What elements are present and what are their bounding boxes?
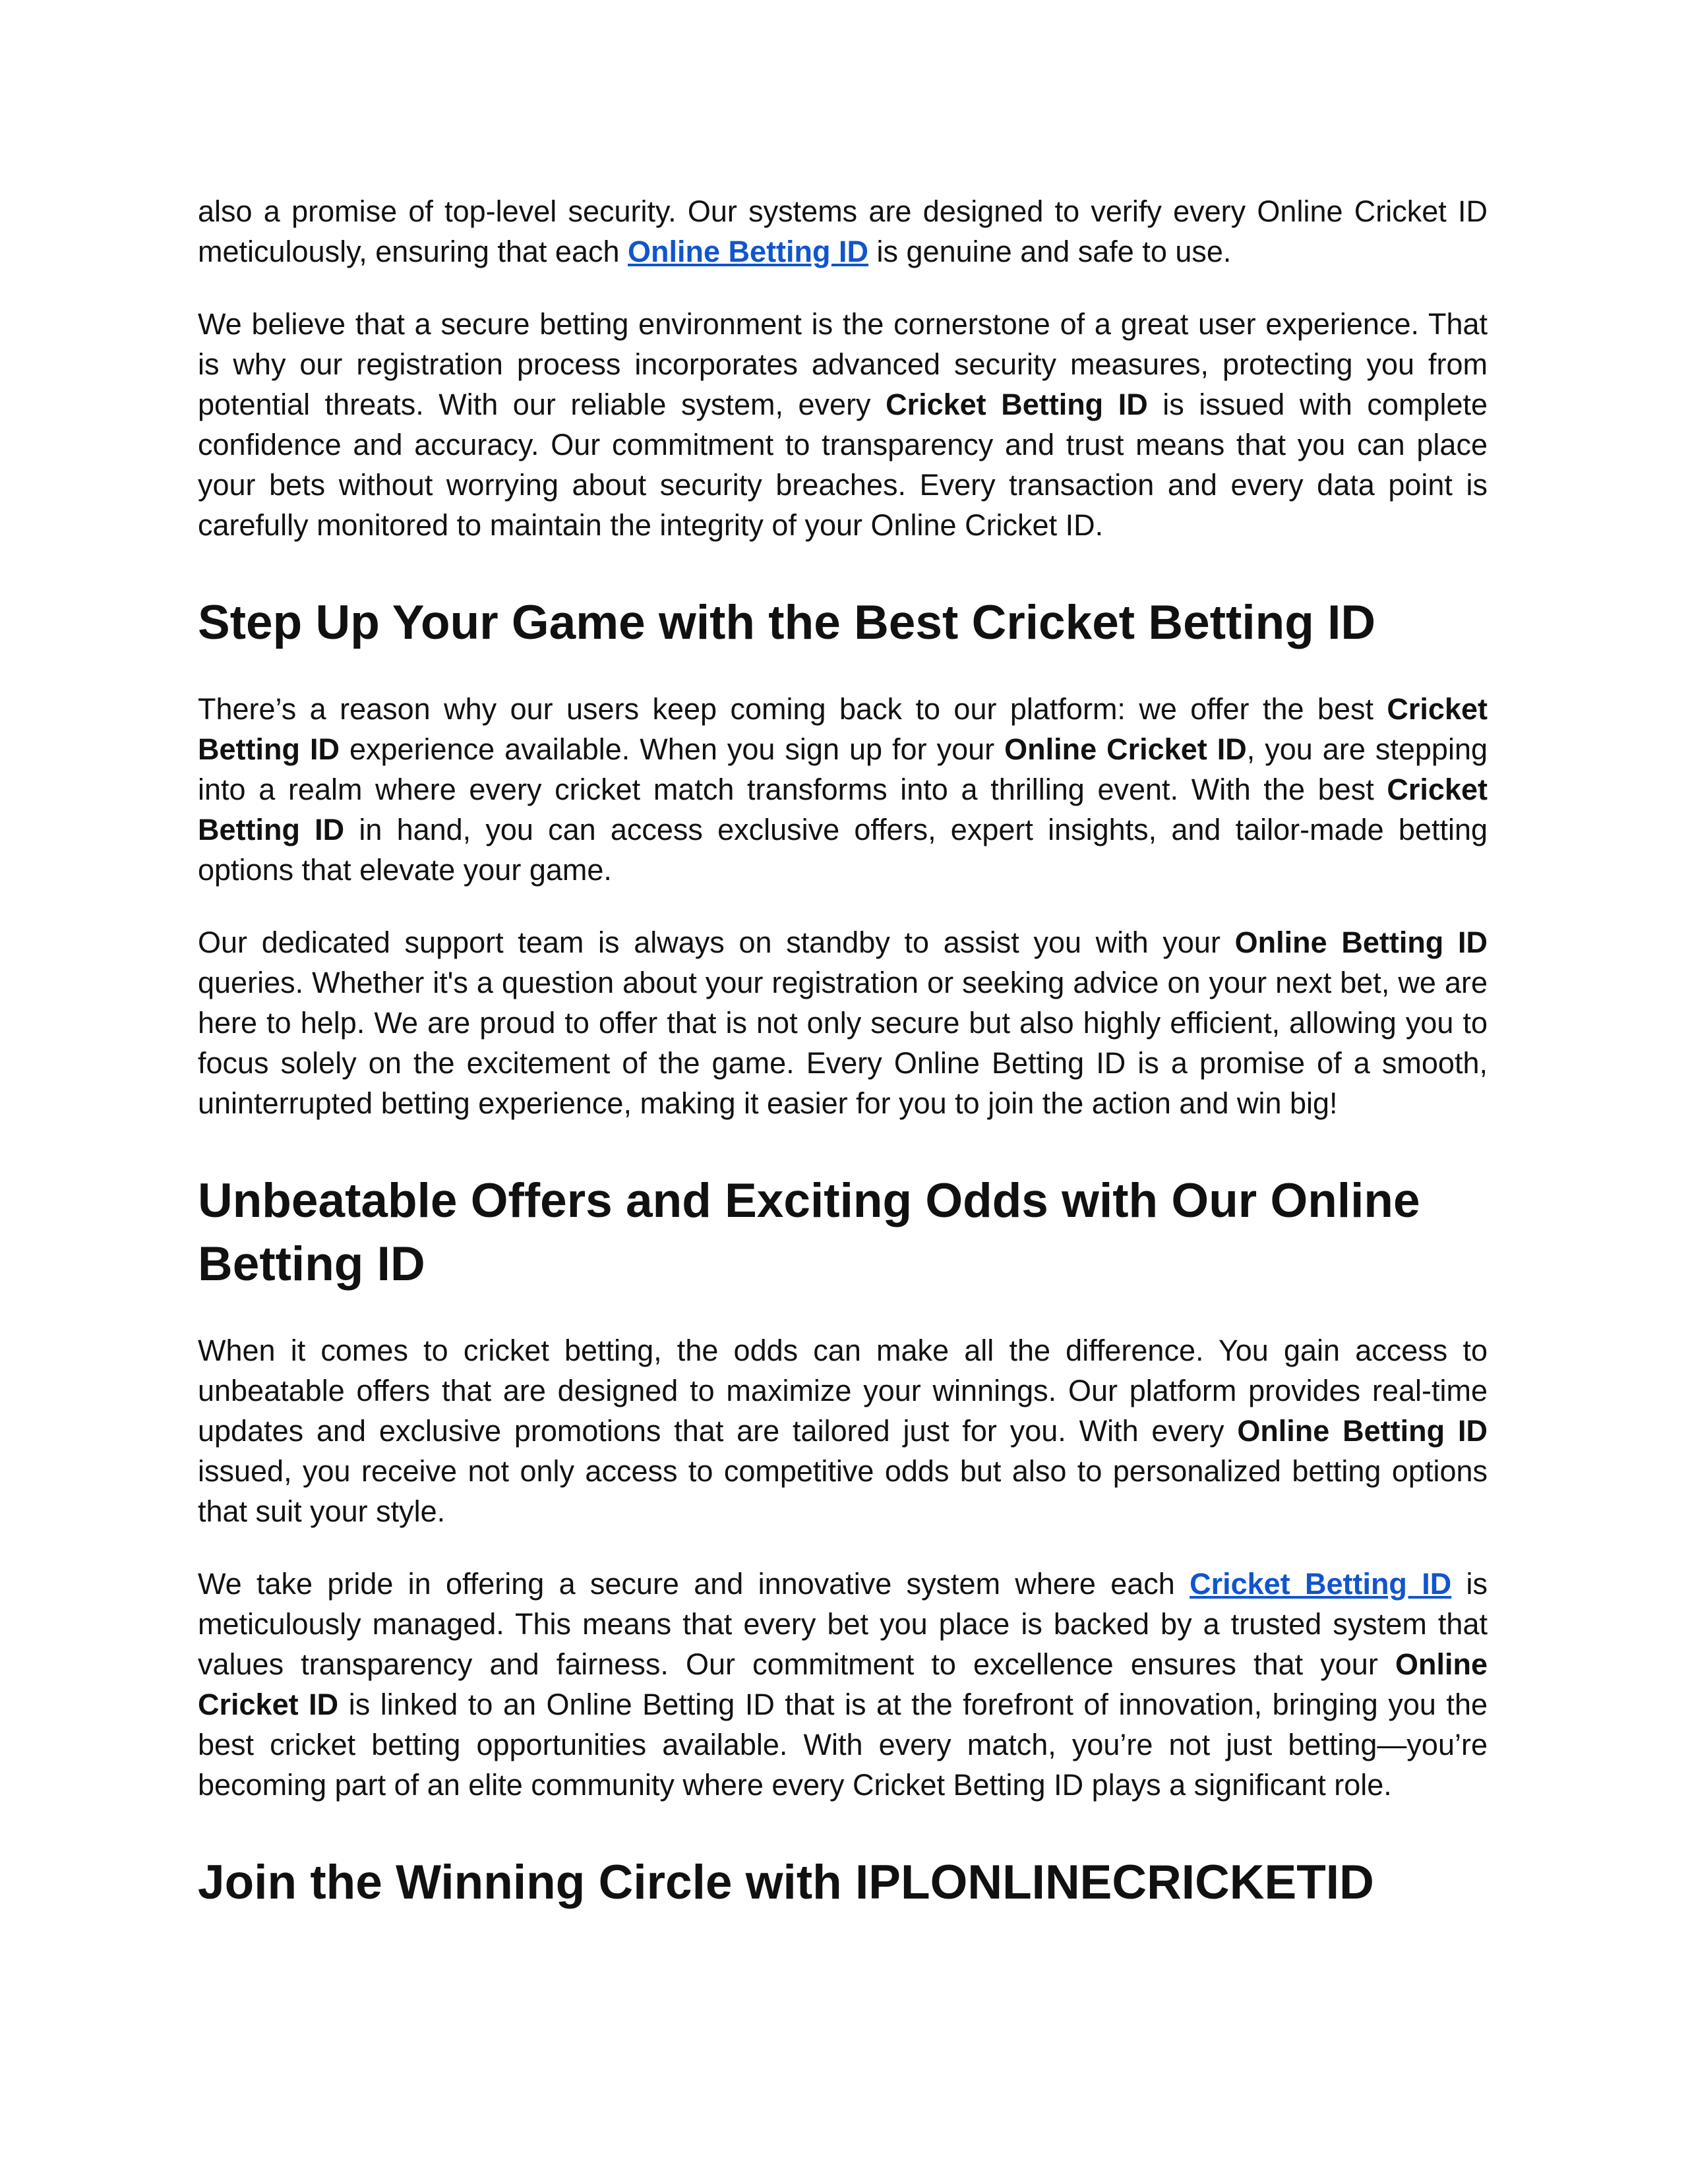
paragraph-secure-environment (198, 304, 1488, 545)
text-run: also a promise of top-level security. Our systems are designed to verify every Online Cricket ID meticulously, ensuring that each (198, 194, 1488, 268)
heading-step-up-your-game: Step Up Your Game with the Best Cricket Betting ID (198, 596, 1376, 649)
heading-unbeatable-offers: Unbeatable Offers and Exciting Odds with Our Online Betting ID (198, 1174, 1420, 1291)
text-run: There’s a reason why our users keep coming back to our platform: we offer the best (198, 692, 1387, 726)
bold-term: Online Betting ID (1234, 926, 1488, 959)
heading-winning-circle: Join the Winning Circle with IPLONLINECRICKETID (198, 1856, 1374, 1909)
text-run: is meticulously managed. This means that every bet you place is backed by a trusted system that values transparency and fairness. Our commitment to excellence ensures that your (198, 1567, 1488, 1681)
bold-term: Online Cricket ID (198, 1647, 1488, 1721)
bold-term: Cricket Betting ID (886, 388, 1148, 421)
text-run: We believe that a secure betting environment is the cornerstone of a great user experience. That is why our registration process incorporates advanced security measures, protecting you from potential threats. With our reliable system, every (198, 307, 1488, 421)
online-betting-id-link[interactable]: Online Betting ID (628, 235, 869, 268)
bold-term: Cricket Betting ID (198, 692, 1488, 766)
text-run: We take pride in offering a secure and innovative system where each (198, 1567, 1190, 1601)
text-run: Our dedicated support team is always on standby to assist you with your (198, 926, 1235, 959)
text-run: is linked to an Online Betting ID that is at the forefront of innovation, bringing you the best cricket betting opportunities available. With every match, you’re not just betting—you’re becoming part of an elite community where every Cricket Betting ID plays a significant role. (198, 1688, 1488, 1802)
text-run: queries. Whether it's a question about your registration or seeking advice on your next bet, we are here to help. We are proud to offer that is not only secure but also highly efficient, allowing you to focus solely on the excitement of the game. Every Online Betting ID is a promise of a smooth, uninterrupted betting experience, making it easier for you to join the action and win big! (198, 966, 1488, 1120)
paragraph-innovative-system (198, 1564, 1488, 1805)
paragraph-odds (198, 1330, 1488, 1531)
bold-term: Online Cricket ID (1004, 732, 1247, 766)
bold-term: Cricket Betting ID (198, 773, 1488, 846)
bold-term: Online Betting ID (1237, 1414, 1488, 1448)
text-run: is issued with complete confidence and accuracy. Our commitment to transparency and trust means that you can place your bets without worrying about security breaches. Every transaction and every data point is carefully monitored to maintain the integrity of your Online Cricket ID. (198, 388, 1488, 542)
text-run: issued, you receive not only access to competitive odds but also to personalized betting options that suit your style. (198, 1454, 1488, 1528)
text-run: experience available. When you sign up for your (339, 732, 1005, 766)
paragraph-best-cricket-id (198, 689, 1488, 890)
paragraph-security-intro (198, 191, 1488, 272)
document-page (198, 191, 1488, 1949)
text-run: , you are stepping into a realm where every cricket match transforms into a thrilling event. With the best (198, 732, 1488, 806)
paragraph-support-team (198, 922, 1488, 1123)
text-run: When it comes to cricket betting, the odds can make all the difference. You gain access to unbeatable offers that are designed to maximize your winnings. Our platform provides real-time updates and exclusive promotions that are tailored just for you. With every (198, 1334, 1488, 1448)
cricket-betting-id-link[interactable]: Cricket Betting ID (1190, 1567, 1452, 1601)
text-run: is genuine and safe to use. (868, 235, 1232, 268)
text-run: in hand, you can access exclusive offers, expert insights, and tailor-made betting options that elevate your game. (198, 813, 1488, 887)
